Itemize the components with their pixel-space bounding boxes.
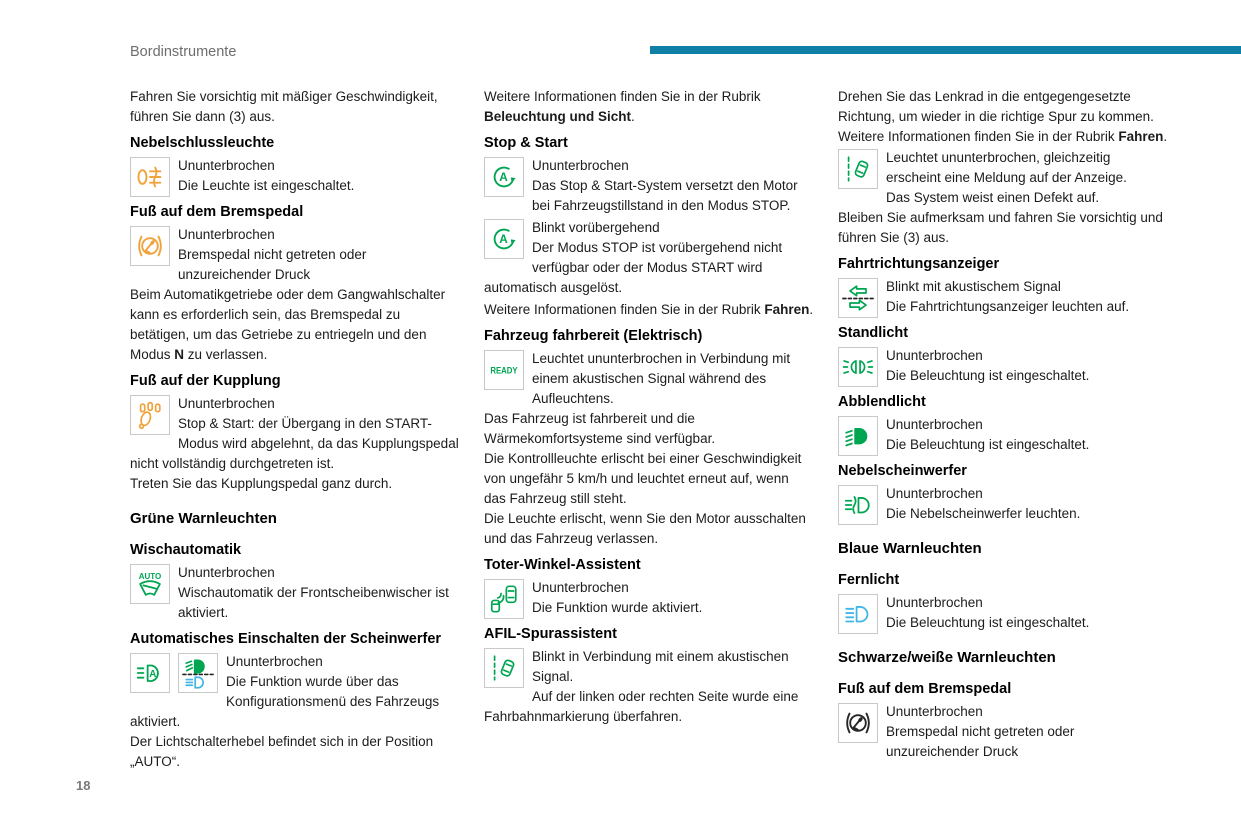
indicator-text: Die Nebelscheinwerfer leuchten. [886,506,1081,521]
indicator-heading: Nebelscheinwerfer [838,463,967,479]
indicator-entry [130,394,460,494]
indicator-entry [130,563,460,623]
indicator-text: Bremspedal nicht getreten oder unzureichender Druck [178,247,367,282]
indicator-text: Ununterbrochen [886,595,983,610]
stop-start-box [484,157,524,197]
content-columns [130,87,1168,774]
blind-spot-monitor-box [484,579,524,619]
indicator-entry [838,277,1168,317]
indicator-text: Die Beleuchtung ist eingeschaltet. [886,368,1090,383]
indicator-text: Ununterbrochen [178,396,275,411]
indicator-heading: Fuß auf dem Bremspedal [130,204,304,220]
indicator-text: Ununterbrochen [532,580,629,595]
svg-text:A: A [499,233,508,247]
paragraph: Weitere Informationen finden Sie in der Rubrik Fahren. [484,302,814,317]
indicator-text: Ununterbrochen [886,486,983,501]
indicator-text: Beim Automatikgetriebe oder dem Gangwahlschalter kann es erforderlich sein, das Bremspedal zu betätigen, um das Getriebe zu entriegeln und den Modus N zu verlassen. [130,287,446,362]
indicator-text: Das Fahrzeug ist fahrbereit und die Wärmekomfortsysteme sind verfügbar. [484,411,716,446]
indicator-heading: Fuß auf dem Bremspedal [838,681,1012,697]
indicator-heading: Nebelschlussleuchte [130,135,275,151]
indicator-text: Treten Sie das Kupplungspedal ganz durch. [130,476,393,491]
low-beam-box [838,416,878,456]
paragraph: Weitere Informationen finden Sie in der Rubrik Beleuchtung und Sicht. [484,89,761,124]
beam-switch-box [178,653,218,693]
lane-assist-icon [488,652,520,684]
indicator-text: Das System weist einen Defekt auf. [886,190,1100,205]
indicator-text: Die Leuchte erlischt, wenn Sie den Motor ausschalten und das Fahrzeug verlassen. [484,511,806,546]
indicator-text: Blinkt in Verbindung mit einem akustischen Signal. [532,649,789,684]
blind-spot-monitor-icon [488,583,520,615]
page-title: Bordinstrumente [130,44,237,60]
beam-switch-icon [182,657,214,689]
lane-assist-icon [842,153,874,185]
indicator-text: Leuchtet ununterbrochen in Verbindung mit einem akustischen Signal während des Aufleuchtens. [532,351,791,406]
indicator-text: Die Beleuchtung ist eingeschaltet. [886,437,1090,452]
svg-text:AUTO: AUTO [138,571,162,581]
indicator-heading: Standlicht [838,325,909,341]
indicator-heading: Wischautomatik [130,542,242,558]
indicator-entry [838,593,1168,633]
auto-headlights-box [130,653,170,693]
indicator-entry [484,349,814,549]
header-accent-bar [650,46,1241,54]
foot-on-clutch-pedal-icon [134,399,166,431]
indicator-text: Blinkt vorübergehend [532,220,660,235]
indicator-text: Die Funktion wurde aktiviert. [532,600,703,615]
section-heading: Schwarze/weiße Warnleuchten [838,649,1056,666]
ready-icon [488,354,520,386]
indicator-heading: Toter-Winkel-Assistent [484,557,641,573]
indicator-heading: Fernlicht [838,572,900,588]
foot-on-brake-pedal-box [130,226,170,266]
section-heading: Grüne Warnleuchten [130,510,277,527]
low-beam-icon [842,420,874,452]
auto-wiper-box [130,564,170,604]
paragraph: Drehen Sie das Lenkrad in die entgegengesetzte Richtung, um wieder in die richtige Spur zu kommen. [838,89,1154,124]
column-left [130,87,460,774]
indicator-text: Das Stop & Start-System versetzt den Motor bei Fahrzeugstillstand in den Modus STOP. [532,178,798,213]
indicator-text: Der Modus STOP ist vorübergehend nicht verfügbar oder der Modus START wird automatisch ausgelöst. [484,240,783,295]
indicator-entry [130,156,460,196]
foot-on-brake-pedal-black-box [838,703,878,743]
indicator-text: Die Fahrtrichtungsanzeiger leuchten auf. [886,299,1130,314]
indicator-heading: Fuß auf der Kupplung [130,373,281,389]
high-beam-box [838,594,878,634]
indicator-heading: Fahrtrichtungsanzeiger [838,256,1000,272]
indicator-text: Leuchtet ununterbrochen, gleichzeitig erscheint eine Meldung auf der Anzeige. [886,150,1127,185]
indicator-entry [130,225,460,365]
column-middle [484,87,814,774]
indicator-text: Bleiben Sie aufmerksam und fahren Sie vorsichtig und führen Sie (3) aus. [838,210,1163,245]
indicator-entry [838,415,1168,455]
turn-signals-box [838,278,878,318]
indicator-text: Ununterbrochen [886,704,983,719]
stop-start-icon [488,161,520,193]
indicator-text: Blinkt mit akustischem Signal [886,279,1061,294]
ready-box [484,350,524,390]
indicator-text: Ununterbrochen [886,348,983,363]
auto-wiper-icon [134,568,166,600]
indicator-heading: Automatisches Einschalten der Scheinwerfer [130,631,442,647]
indicator-text: Stop & Start: der Übergang in den START-Modus wird abgelehnt, da das Kupplungspedal nicht vollständig durchgetreten ist. [130,416,459,471]
indicator-entry [838,346,1168,386]
indicator-text: Die Funktion wurde über das Konfigurationsmenü des Fahrzeugs aktiviert. [130,674,440,729]
indicator-entry [838,702,1168,762]
indicator-text: Bremspedal nicht getreten oder unzureichender Druck [886,724,1075,759]
indicator-entry [484,218,814,298]
page-number: 18 [76,778,91,793]
indicator-entry [484,578,814,618]
indicator-text: Auf der linken oder rechten Seite wurde eine Fahrbahnmarkierung überfahren. [484,689,799,724]
indicator-entry [130,652,460,772]
indicator-text: Die Leuchte ist eingeschaltet. [178,178,355,193]
lane-assist-box [484,648,524,688]
side-lights-icon [842,351,874,383]
svg-text:READY: READY [490,365,518,376]
svg-text:A: A [149,668,157,680]
indicator-text: Der Lichtschalterhebel befindet sich in der Position „AUTO“. [130,734,434,769]
indicator-heading: Stop & Start [484,135,568,151]
indicator-text: Ununterbrochen [178,158,275,173]
indicator-text: Die Kontrollleuchte erlischt bei einer Geschwindigkeit von ungefähr 5 km/h und leuchtet erneut auf, wenn das Fahrzeug still steht. [484,451,802,506]
indicator-entry [838,148,1168,248]
indicator-text: Wischautomatik der Frontscheibenwischer ist aktiviert. [178,585,449,620]
foot-on-clutch-pedal-box [130,395,170,435]
foot-on-brake-pedal-black-icon [842,707,874,739]
side-lights-box [838,347,878,387]
indicator-text: Ununterbrochen [178,227,275,242]
stop-start-box [484,219,524,259]
front-fog-light-icon [842,489,874,521]
indicator-heading: Abblendlicht [838,394,926,410]
auto-headlights-icon [134,657,166,689]
stop-start-icon [488,223,520,255]
lane-assist-box [838,149,878,189]
column-right [838,87,1168,774]
paragraph: Fahren Sie vorsichtig mit mäßiger Geschwindigkeit, führen Sie dann (3) aus. [130,89,438,124]
front-fog-light-box [838,485,878,525]
indicator-text: Ununterbrochen [886,417,983,432]
turn-signals-icon [842,282,874,314]
indicator-entry [484,156,814,216]
indicator-text: Die Beleuchtung ist eingeschaltet. [886,615,1090,630]
svg-text:A: A [499,171,508,185]
indicator-text: Ununterbrochen [226,654,323,669]
indicator-text: Ununterbrochen [178,565,275,580]
indicator-heading: AFIL-Spurassistent [484,626,617,642]
rear-fog-light-icon [134,161,166,193]
rear-fog-light-box [130,157,170,197]
indicator-entry [838,484,1168,524]
high-beam-icon [842,598,874,630]
foot-on-brake-pedal-icon [134,230,166,262]
indicator-heading: Fahrzeug fahrbereit (Elektrisch) [484,328,703,344]
section-heading: Blaue Warnleuchten [838,540,982,557]
paragraph: Weitere Informationen finden Sie in der Rubrik Fahren. [838,129,1168,144]
indicator-text: Ununterbrochen [532,158,629,173]
indicator-entry [484,647,814,727]
